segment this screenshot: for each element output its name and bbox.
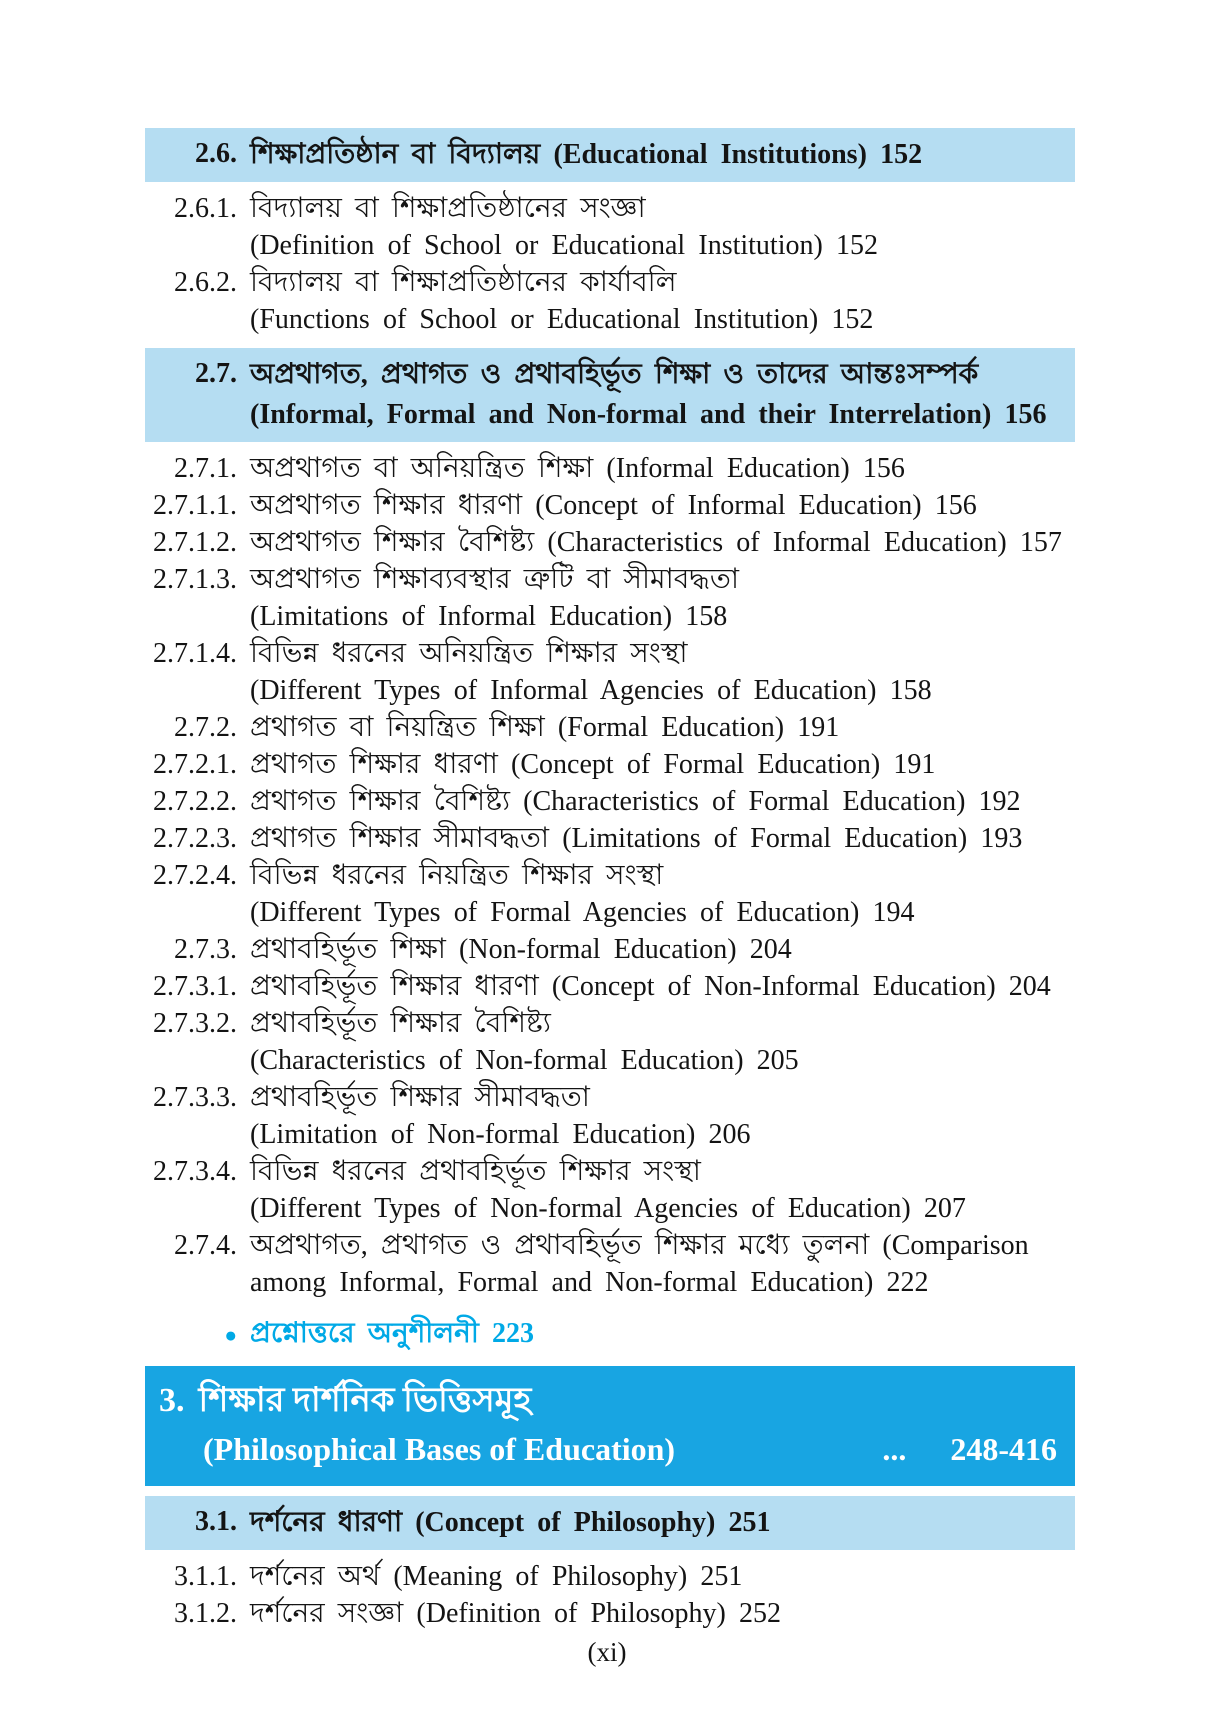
toc-entry-text [250,190,1075,264]
toc-item [145,524,1075,561]
toc-entry-text [250,355,1069,435]
toc-entry-text [250,635,1075,709]
bullet-icon: ● [224,1323,237,1347]
toc-entry-line: অপ্রথাগত শিক্ষার ধারণা (Concept of Informal Education) 156 [250,490,977,521]
toc-entry-line: বিভিন্ন ধরনের অনিয়ন্ত্রিত শিক্ষার সংস্থা [250,638,688,669]
toc-entry-line: দর্শনের ধারণা (Concept of Philosophy) 251 [250,1507,771,1538]
toc-entry-text [250,264,1075,338]
toc-item [145,487,1075,524]
toc-entry-text [250,487,1075,524]
exercise-bullet-text [250,1315,1075,1352]
toc-item [145,1558,1075,1595]
toc-item [145,1153,1075,1227]
toc-entry-line: (Limitation of Non-formal Education) 206 [250,1119,751,1150]
toc-entry-line: প্রথাগত বা নিয়ন্ত্রিত শিক্ষা (Formal Education) 191 [250,712,840,743]
toc-entry-line: প্রথাবহির্ভূত শিক্ষার বৈশিষ্ট্য [250,1008,551,1039]
toc-entry-line: (Characteristics of Non-formal Education) 205 [250,1045,799,1076]
toc-item [145,190,1075,264]
toc-entry-line: (Definition of School or Educational Institution) 152 [250,230,878,261]
toc-entry-number: 2.7.3.2. [153,1008,237,1039]
chapter-title-english: (Philosophical Bases of Education) [203,1431,676,1467]
toc-entry-line: অপ্রথাগত, প্রথাগত ও প্রথাবহির্ভূত শিক্ষা ও তাদের আন্তঃসম্পর্ক [250,359,979,390]
toc-entry-number: 2.7.2.1. [153,749,237,780]
toc-entry-number: 2.7.2.4. [153,860,237,891]
toc-item [145,746,1075,783]
toc-entry-text [250,783,1075,820]
toc-entry-number: 2.7.3.4. [153,1156,237,1187]
toc-entry-text [250,1503,1069,1543]
toc-entry-number: 2.7.3.1. [153,971,237,1002]
toc-item [145,561,1075,635]
chapter-page-range-group [882,1426,1061,1472]
toc-entry-line: অপ্রথাগত শিক্ষাব্যবস্থার ত্রুটি বা সীমাবদ্ধতা [250,564,739,595]
chapter-page-range: 248-416 [950,1431,1057,1467]
chapter-number: 3. [159,1382,185,1419]
toc-entry-line: দর্শনের সংজ্ঞা (Definition of Philosophy) 252 [250,1598,781,1629]
toc-entry-number: 2.7.1.3. [153,564,237,595]
toc-entry-line: (Different Types of Informal Agencies of Education) 158 [250,675,932,706]
leader-dots: ... [882,1431,907,1467]
toc-entry-number: 2.7. [195,358,237,389]
toc-item [145,709,1075,746]
toc-entry-text [250,450,1075,487]
toc-item [145,450,1075,487]
toc-entry-text [250,524,1075,561]
toc-entry-number: 3.1.1. [174,1561,237,1592]
toc-entry-line: (Limitations of Informal Education) 158 [250,601,728,632]
toc-item [145,968,1075,1005]
toc-item [145,264,1075,338]
toc-entry-line: প্রথাবহির্ভূত শিক্ষার ধারণা (Concept of Non-Informal Education) 204 [250,971,1051,1002]
toc-item [145,1005,1075,1079]
toc-item [145,931,1075,968]
toc-entry-number: 2.7.3.3. [153,1082,237,1113]
toc-entry-text [250,561,1075,635]
toc-entry-line: প্রথাগত শিক্ষার ধারণা (Concept of Formal Education) 191 [250,749,936,780]
toc-list [145,118,1075,1632]
toc-entry-text [250,1005,1075,1079]
toc-entry-text [250,968,1075,1005]
toc-entry-number: 3.1. [195,1506,237,1537]
toc-entry-line: বিদ্যালয় বা শিক্ষাপ্রতিষ্ঠানের সংজ্ঞা [250,193,646,224]
chapter-banner-subtitle-row [157,1426,1061,1472]
toc-entry-line: (Different Types of Non-formal Agencies of Education) 207 [250,1193,966,1224]
exercise-bullet-item [145,1315,1075,1354]
toc-entry-number: 3.1.2. [174,1598,237,1629]
toc-entry-line: শিক্ষাপ্রতিষ্ঠান বা বিদ্যালয় (Educational Institutions) 152 [250,139,923,170]
toc-entry-number: 2.7.1. [174,453,237,484]
toc-entry-line: বিদ্যালয় বা শিক্ষাপ্রতিষ্ঠানের কার্যাবলি [250,267,677,298]
toc-entry-number: 2.7.2. [174,712,237,743]
chapter-title-bengali: শিক্ষার দার্শনিক ভিত্তিসমূহ [198,1382,532,1419]
toc-entry-number: 2.7.1.4. [153,638,237,669]
toc-entry-line: বিভিন্ন ধরনের প্রথাবহির্ভূত শিক্ষার সংস্থা [250,1156,701,1187]
toc-item [145,1079,1075,1153]
toc-entry-text [250,135,1069,175]
toc-entry-text [250,1079,1075,1153]
toc-entry-line: প্রথাবহির্ভূত শিক্ষার সীমাবদ্ধতা [250,1082,590,1113]
toc-entry-line: অপ্রথাগত, প্রথাগত ও প্রথাবহির্ভূত শিক্ষার মধ্যে তুলনা (Comparison [250,1230,1029,1261]
toc-entry-line: (Different Types of Formal Agencies of Education) 194 [250,897,915,928]
page-number-footer: (xi) [587,1637,627,1667]
toc-section-bar [145,128,1075,182]
toc-item [145,635,1075,709]
toc-entry-text [250,1558,1075,1595]
toc-item [145,1595,1075,1632]
chapter-banner-title-row [157,1376,1061,1426]
toc-entry-text [250,931,1075,968]
toc-entry-number: 2.7.2.2. [153,786,237,817]
toc-entry-number: 2.7.4. [174,1230,237,1261]
bullet-cell [145,1315,237,1354]
toc-entry-line: among Informal, Formal and Non-formal Education) 222 [250,1267,929,1298]
toc-entry-text [250,820,1075,857]
toc-entry-line: দর্শনের অর্থ (Meaning of Philosophy) 251 [250,1561,743,1592]
toc-entry-line: প্রথাগত শিক্ষার সীমাবদ্ধতা (Limitations of Formal Education) 193 [250,823,1023,854]
toc-entry-number: 2.7.1.1. [153,490,237,521]
toc-entry-number: 2.7.1.2. [153,527,237,558]
toc-entry-number: 2.6.2. [174,267,237,298]
toc-entry-line: (Informal, Formal and Non-formal and their Interrelation) 156 [250,399,1047,430]
toc-section-bar [145,1496,1075,1550]
toc-item [145,1227,1075,1301]
toc-entry-line: অপ্রথাগত শিক্ষার বৈশিষ্ট্য (Characteristics of Informal Education) 157 [250,527,1062,558]
exercise-bullet-line: প্রশ্নোত্তরে অনুশীলনী 223 [250,1318,535,1349]
toc-entry-text [250,1595,1075,1632]
toc-entry-number: 2.6. [195,138,237,169]
toc-section-bar [145,348,1075,442]
toc-entry-number: 2.6.1. [174,193,237,224]
toc-item [145,783,1075,820]
toc-entry-line: (Functions of School or Educational Institution) 152 [250,304,874,335]
toc-entry-line: প্রথাগত শিক্ষার বৈশিষ্ট্য (Characteristics of Formal Education) 192 [250,786,1021,817]
toc-entry-text [250,857,1075,931]
chapter-banner [145,1366,1075,1486]
toc-entry-text [250,709,1075,746]
toc-entry-line: বিভিন্ন ধরনের নিয়ন্ত্রিত শিক্ষার সংস্থা [250,860,664,891]
toc-entry-text [250,746,1075,783]
toc-entry-number: 2.7.2.3. [153,823,237,854]
toc-entry-line: প্রথাবহির্ভূত শিক্ষা (Non-formal Education) 204 [250,934,792,965]
toc-entry-line: অপ্রথাগত বা অনিয়ন্ত্রিত শিক্ষা (Informal Education) 156 [250,453,905,484]
toc-entry-number: 2.7.3. [174,934,237,965]
toc-entry-text [250,1227,1075,1301]
toc-item [145,857,1075,931]
toc-entry-text [250,1153,1075,1227]
toc-item [145,820,1075,857]
